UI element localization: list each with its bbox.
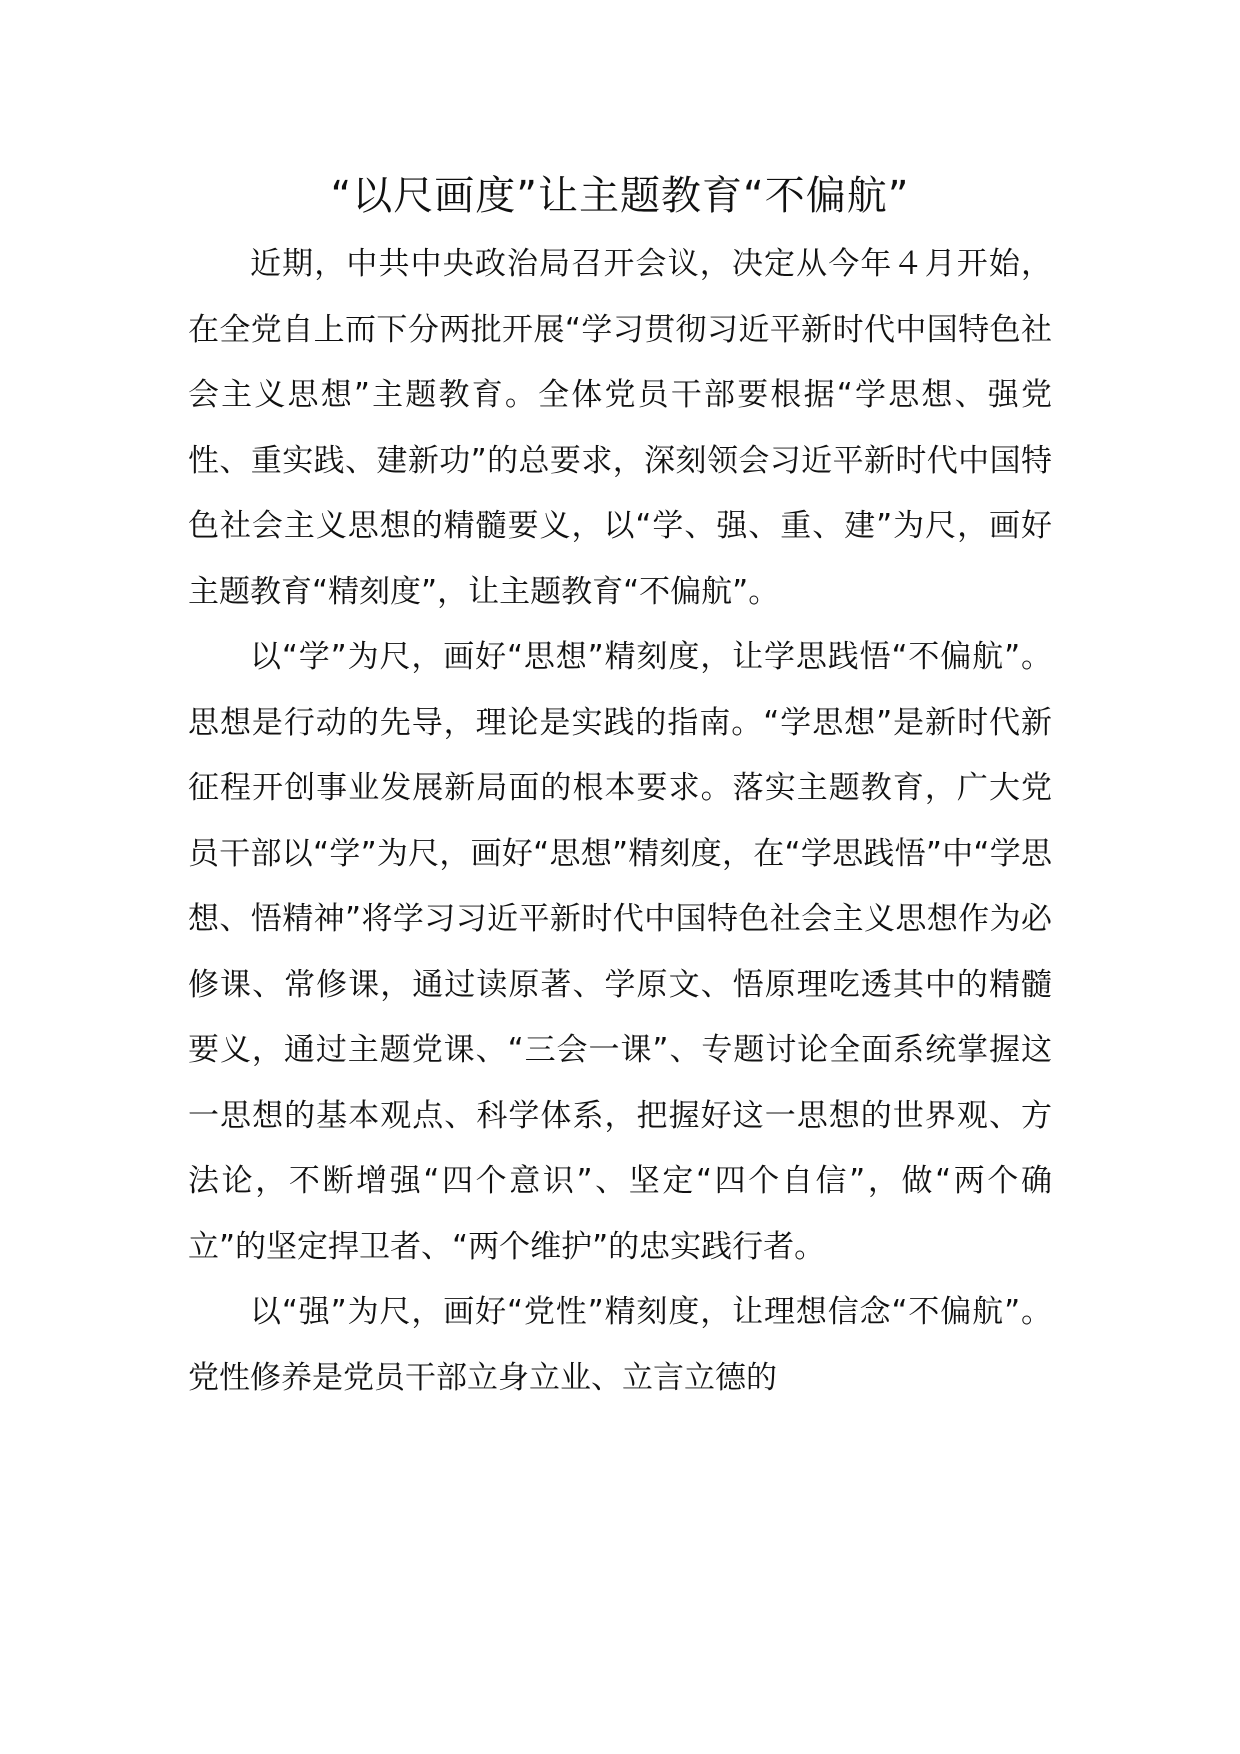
document-title: “以尺画度”让主题教育“不偏航” <box>330 173 910 219</box>
paragraph-intro: 近期，中共中央政治局召开会议，决定从今年４月开始，在全党自上而下分两批开展“学习贯彻习近平新时代中国特色社会主义思想”主题教育。全体党员干部要根据“学思想、强党性、重实践、建新功”的总要求，深刻领会习近平新时代中国特色社会主义思想的精髓要义，以“学、强、重、建”为尺，画好主题教育“精刻度”，让主题教育“不偏航”。 <box>188 246 1052 610</box>
document-body <box>188 232 1052 1411</box>
paragraph-study-thought: 以“学”为尺，画好“思想”精刻度，让学思践悟“不偏航”。思想是行动的先导，理论是实践的指南。“学思想”是新时代新征程开创事业发展新局面的根本要求。落实主题教育，广大党员干部以“学”为尺，画好“思想”精刻度，在“学思践悟”中“学思想、悟精神”将学习习近平新时代中国特色社会主义思想作为必修课、常修课，通过读原著、学原文、悟原理吃透其中的精髓要义，通过主题党课、“三会一课”、专题讨论全面系统掌握这一思想的基本观点、科学体系，把握好这一思想的世界观、方法论，不断增强“四个意识”、坚定“四个自信”，做“两个确立”的坚定捍卫者、“两个维护”的忠实践行者。 <box>188 639 1052 1265</box>
paragraph-strengthen-party-spirit: 以“强”为尺，画好“党性”精刻度，让理想信念“不偏航”。党性修养是党员干部立身立业、立言立德的 <box>188 1294 1052 1396</box>
